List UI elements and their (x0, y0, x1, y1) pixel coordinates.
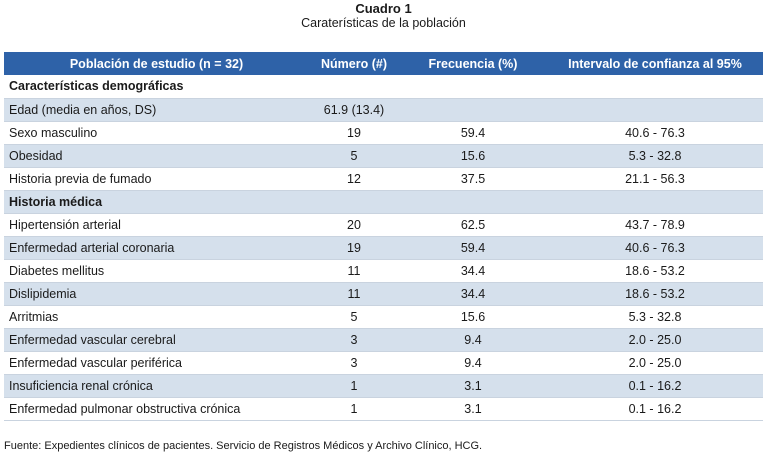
header-numero: Número (#) (321, 56, 387, 71)
row-label: Insuficiencia renal crónica (4, 374, 309, 397)
cell-frecuencia: 37.5 (399, 167, 547, 190)
table-row (4, 305, 763, 328)
cell-numero: 3 (309, 328, 399, 351)
cell-frecuencia (399, 190, 547, 213)
row-label: Características demográficas (4, 75, 309, 98)
cell-frecuencia (399, 75, 547, 98)
row-label: Diabetes mellitus (4, 259, 309, 282)
cell-numero (309, 190, 399, 213)
header-intervalo: Intervalo de confianza al 95% (568, 56, 742, 71)
table-row (4, 213, 763, 236)
row-label: Sexo masculino (4, 121, 309, 144)
table-header-row (4, 52, 763, 75)
cell-frecuencia (399, 98, 547, 121)
row-label: Obesidad (4, 144, 309, 167)
cell-intervalo: 5.3 - 32.8 (547, 305, 763, 328)
cell-frecuencia: 9.4 (399, 328, 547, 351)
cell-intervalo: 40.6 - 76.3 (547, 236, 763, 259)
cell-intervalo: 2.0 - 25.0 (547, 328, 763, 351)
population-table (4, 52, 763, 421)
table-subtitle: Caraterísticas de la población (301, 16, 466, 30)
table-row (4, 98, 763, 121)
section-header-row (4, 190, 763, 213)
table-row (4, 282, 763, 305)
cell-frecuencia: 34.4 (399, 282, 547, 305)
cell-frecuencia: 59.4 (399, 121, 547, 144)
cell-intervalo: 43.7 - 78.9 (547, 213, 763, 236)
cell-frecuencia: 3.1 (399, 374, 547, 397)
table-row (4, 351, 763, 374)
table-body (4, 75, 763, 420)
cell-numero: 5 (309, 144, 399, 167)
cell-frecuencia: 34.4 (399, 259, 547, 282)
cell-frecuencia: 15.6 (399, 305, 547, 328)
cell-frecuencia: 62.5 (399, 213, 547, 236)
cell-numero: 1 (309, 374, 399, 397)
row-label: Enfermedad vascular cerebral (4, 328, 309, 351)
cell-frecuencia: 3.1 (399, 397, 547, 420)
cell-intervalo: 0.1 - 16.2 (547, 397, 763, 420)
cell-numero: 5 (309, 305, 399, 328)
section-header-row (4, 75, 763, 98)
cell-numero: 20 (309, 213, 399, 236)
header-poblacion: Población de estudio (n = 32) (69, 56, 244, 71)
row-label: Edad (media en años, DS) (4, 98, 309, 121)
cell-frecuencia: 15.6 (399, 144, 547, 167)
table-row (4, 259, 763, 282)
source-footnote: Fuente: Expedientes clínicos de pacientes. Servicio de Registros Médicos y Archivo Clínico, HCG. (4, 440, 483, 452)
table-row (4, 121, 763, 144)
cell-frecuencia: 9.4 (399, 351, 547, 374)
table-row (4, 374, 763, 397)
table-row (4, 397, 763, 420)
cell-intervalo: 18.6 - 53.2 (547, 259, 763, 282)
table-title: Cuadro 1 (355, 1, 412, 16)
cell-numero: 19 (309, 121, 399, 144)
cell-intervalo: 21.1 - 56.3 (547, 167, 763, 190)
header-frecuencia: Frecuencia (%) (428, 56, 518, 71)
table-row (4, 236, 763, 259)
row-label: Dislipidemia (4, 282, 309, 305)
row-label: Enfermedad arterial coronaria (4, 236, 309, 259)
row-label: Enfermedad pulmonar obstructiva crónica (4, 397, 309, 420)
table-row (4, 167, 763, 190)
cell-numero: 11 (309, 282, 399, 305)
table-row (4, 328, 763, 351)
cell-numero: 12 (309, 167, 399, 190)
row-label: Hipertensión arterial (4, 213, 309, 236)
cell-intervalo (547, 190, 763, 213)
cell-numero: 1 (309, 397, 399, 420)
cell-numero: 11 (309, 259, 399, 282)
row-label: Historia médica (4, 190, 309, 213)
cell-intervalo: 5.3 - 32.8 (547, 144, 763, 167)
cell-intervalo: 40.6 - 76.3 (547, 121, 763, 144)
cell-intervalo: 18.6 - 53.2 (547, 282, 763, 305)
cell-intervalo: 0.1 - 16.2 (547, 374, 763, 397)
cell-intervalo (547, 98, 763, 121)
cell-numero: 19 (309, 236, 399, 259)
cell-intervalo (547, 75, 763, 98)
cell-numero: 61.9 (13.4) (309, 98, 399, 121)
row-label: Historia previa de fumado (4, 167, 309, 190)
cell-intervalo: 2.0 - 25.0 (547, 351, 763, 374)
cell-frecuencia: 59.4 (399, 236, 547, 259)
row-label: Enfermedad vascular periférica (4, 351, 309, 374)
table-row (4, 144, 763, 167)
cell-numero: 3 (309, 351, 399, 374)
row-label: Arritmias (4, 305, 309, 328)
cell-numero (309, 75, 399, 98)
